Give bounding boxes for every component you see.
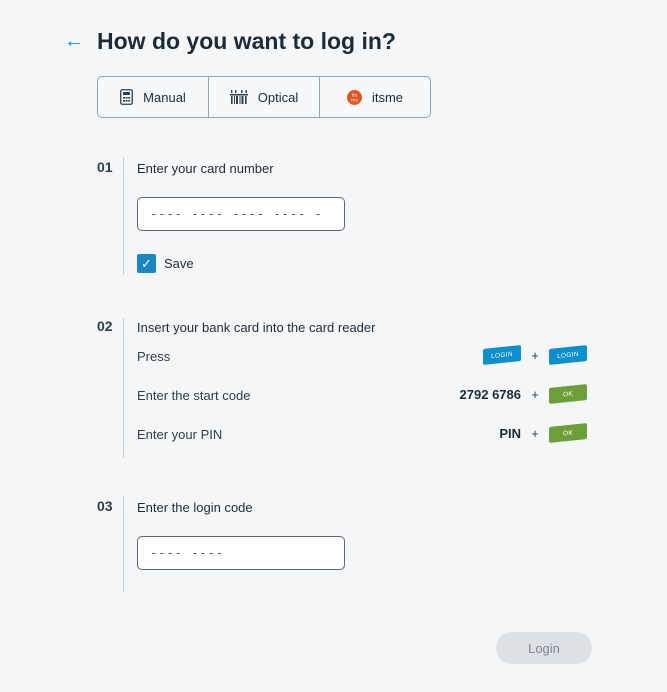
tab-manual[interactable] (98, 77, 209, 117)
pin-value: PIN (499, 425, 521, 441)
tab-optical-label: Optical (257, 89, 299, 105)
login-key-icon: LOGIN (483, 345, 521, 365)
step-title: Enter your card number (137, 161, 274, 176)
login-key-icon: LOGIN (549, 345, 587, 365)
step-title: Insert your bank card into the card reader (137, 320, 376, 335)
tab-optical[interactable] (209, 77, 320, 117)
back-arrow-icon[interactable]: ← (64, 30, 84, 52)
instruction-row-pin (137, 425, 587, 445)
save-checkbox-row (137, 254, 194, 273)
instruction-label: Enter the start code (137, 388, 251, 403)
plus-sign: + (531, 347, 539, 363)
step-divider (123, 157, 124, 275)
step-number: 02 (97, 318, 113, 334)
barcode-icon (230, 90, 248, 104)
instruction-row-start-code (137, 386, 587, 406)
tab-itsme-label: itsme (371, 89, 404, 105)
login-button[interactable]: Login (496, 632, 592, 664)
login-code-input[interactable] (137, 536, 345, 570)
instruction-label: Enter your PIN (137, 427, 223, 442)
ok-key-icon: OK (549, 423, 587, 443)
page-title: How do you want to log in? (97, 28, 396, 54)
plus-sign: + (531, 425, 539, 441)
save-checkbox-label: Save (164, 256, 194, 271)
step-divider (123, 496, 124, 592)
login-method-tabs (97, 76, 431, 118)
step-number: 03 (97, 498, 113, 514)
step-divider (123, 318, 124, 458)
step-title: Enter the login code (137, 500, 253, 515)
ok-key-icon: OK (549, 384, 587, 404)
instruction-label: Press (137, 349, 171, 364)
itsme-logo-icon (347, 90, 362, 105)
card-number-input[interactable] (137, 197, 345, 231)
svg-text:me: me (350, 97, 359, 103)
save-checkbox[interactable]: ✓ (137, 254, 156, 273)
svg-text:its: its (351, 93, 358, 99)
calculator-icon (120, 89, 133, 105)
instruction-row-press (137, 347, 587, 367)
start-code-value: 2792 6786 (459, 386, 521, 402)
plus-sign: + (531, 386, 539, 402)
tab-itsme[interactable] (320, 77, 430, 117)
tab-manual-label: Manual (143, 89, 186, 105)
step-number: 01 (97, 159, 113, 175)
